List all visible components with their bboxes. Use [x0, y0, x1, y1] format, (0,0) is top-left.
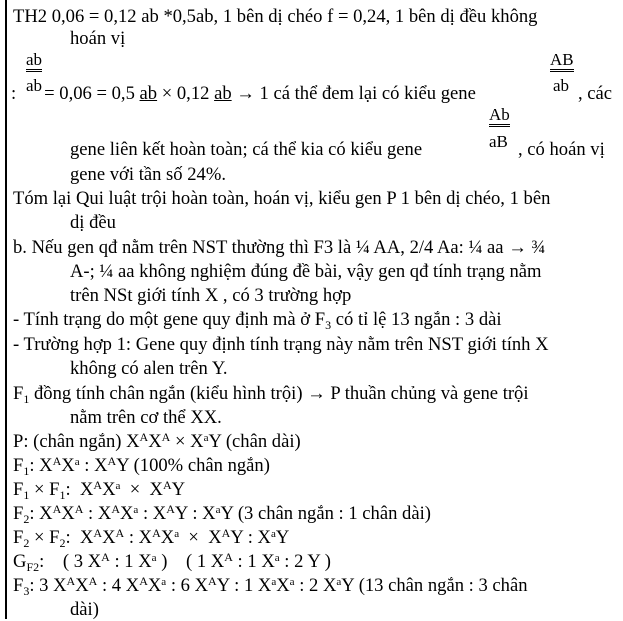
summary-line-1: Tóm lại Qui luật trội hoàn toàn, hoán vị, kiểu gen P 1 bên dị chéo, 1 bên — [13, 188, 551, 209]
linked-line-1: gene liên kết hoàn toàn; cá thể kia có kiểu gene — [70, 139, 423, 160]
underlined-ab-2: ab — [214, 83, 232, 104]
left-border-line — [5, 0, 7, 619]
gametes-F2: $G_{F2}$: ( 3 $X^A$ : 1 $X^a$ ) ( 1 $X^A$ : 1 $X^a$ : 2 Y ) — [13, 550, 331, 574]
cross-F1: $F_1$: $X^AX^a$ : $X^AY$ (100% chân ngắn) — [13, 454, 270, 478]
f1-statement-line-2: nằm trên cơ thể XX. — [70, 407, 222, 428]
bullet-1-pre: - Tính trạng do một gene quy định mà ở F — [13, 309, 326, 330]
F3-suffix: (13 chân ngắn : 3 chân — [354, 575, 528, 596]
th2-text: TH2 0,06 = 0,12 ab *0,5ab, 1 bên dị chéo f = 0,24, 1 bên dị đều không — [13, 6, 538, 27]
part-b-line-3: trên NSt giới tính X , có 3 trường hợp — [70, 285, 352, 306]
f1-statement-text: đồng tính chân ngắn (kiểu hình trội) → P thuần chủng và gene trội — [29, 383, 529, 404]
equation-part-3: → 1 cá thể đem lại có kiểu gene — [231, 83, 476, 104]
fraction-ab-ab-numerator: ab — [26, 51, 42, 72]
cross-P: P: (chân ngắn) $X^AX^A \times X^aY$ (chân dài) — [13, 430, 301, 452]
F1-suffix: (100% chân ngắn) — [128, 455, 270, 476]
P-prefix: P: (chân ngắn) — [13, 431, 127, 452]
cross-F2xF2: $F_2 \times F_2$: $X^AX^A$ : $X^AX^a \times X^AY$ : $X^aY$ — [13, 526, 290, 550]
fraction-AB-ab-denominator: ab — [553, 76, 570, 95]
cross-F2: $F_2$: $X^AX^A$ : $X^AX^a$ : $X^AY$ : $X^aY$ (3 chân ngắn : 1 chân dài) — [13, 502, 431, 526]
linked-line-1-suffix: , có hoán vị — [518, 139, 605, 160]
cross-F1xF1: $F_1 \times F_1$: $X^AX^a \times X^AY$ — [13, 478, 186, 502]
equation-suffix: , các — [578, 83, 613, 104]
equation-line — [11, 83, 476, 105]
fraction-AB-ab-numerator: AB — [550, 51, 574, 72]
cross-F3-cont: dài) — [70, 599, 99, 620]
bullet-1-post: có tỉ lệ 13 ngắn : 3 dài — [331, 309, 502, 330]
linked-line-2: gene với tần số 24%. — [70, 164, 226, 185]
bullet-1 — [13, 309, 502, 331]
F2-suffix: (3 chân ngắn : 1 chân dài) — [233, 503, 431, 524]
fraction-Ab-aB-numerator: Ab — [489, 106, 510, 127]
f1-statement-line-1 — [13, 383, 529, 405]
bullet-1-sub: 3 — [325, 318, 332, 332]
part-b-line-2: A-; ¼ aa không nghiệm đúng đề bài, vậy gen qđ tính trạng nằm — [70, 261, 542, 282]
summary-line-2: dị đều — [70, 212, 116, 233]
th2-line-1 — [13, 6, 617, 28]
underlined-ab-1: ab — [139, 83, 158, 104]
bullet-2-line-1: - Trường hợp 1: Gene quy định tính trạng này nằm trên NST giới tính X — [13, 334, 549, 355]
th2-line-2: hoán vị — [70, 28, 126, 49]
equation-part-2: × 0,12 — [157, 83, 215, 104]
colon-prefix: : — [11, 83, 17, 104]
f1-sub: 1 — [23, 392, 30, 406]
P-suffix: (chân dài) — [221, 431, 301, 452]
equation-part-1: = 0,06 = 0,5 — [44, 83, 140, 104]
fraction-ab-ab-denominator: ab — [26, 76, 43, 95]
bullet-2-line-2: không có alen trên Y. — [70, 358, 228, 379]
part-b-line-1: b. Nếu gen qđ nằm trên NST thường thì F3 là ¼ AA, 2/4 Aa: ¼ aa → ¾ — [13, 237, 546, 258]
f1-F: F — [13, 383, 24, 404]
cross-F3: $F_3$: 3 $X^AX^A$ : 4 $X^AX^a$ : 6 $X^AY$ : 1 $X^aX^a$ : 2 $X^aY$ (13 chân ngắn : 3 chân — [13, 574, 528, 598]
fraction-Ab-aB-denominator: aB — [489, 132, 508, 151]
